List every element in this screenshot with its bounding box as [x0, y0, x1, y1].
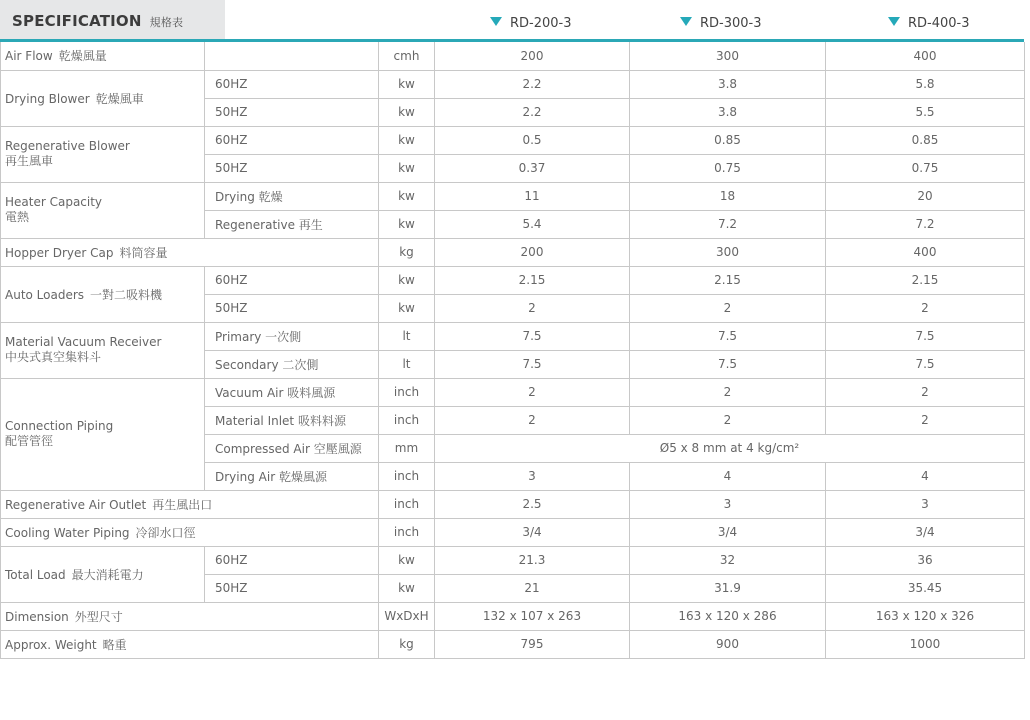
value-cell: 7.5: [435, 322, 630, 350]
unit-cell: inch: [379, 490, 435, 518]
sub-label: Vacuum Air 吸料風源: [205, 378, 379, 406]
row-cooling: [1, 518, 1025, 546]
value-cell: 163 x 120 x 326: [826, 602, 1025, 630]
vacuum-receiver-label: Material Vacuum Receiver 中央式真空集料斗: [1, 322, 205, 378]
value-cell: 21: [435, 574, 630, 602]
total-load-label: Total Load 最大消耗電力: [1, 546, 205, 602]
value-cell: 5.4: [435, 210, 630, 238]
merged-value-cell: Ø5 x 8 mm at 4 kg/cm²: [435, 434, 1025, 462]
value-cell: 200: [435, 42, 630, 70]
model-header-1: RD-200-3: [490, 16, 572, 31]
regen-outlet-label: Regenerative Air Outlet 再生風出口: [1, 490, 379, 518]
value-cell: 35.45: [826, 574, 1025, 602]
row-hopper: [1, 238, 1025, 266]
sub-label: 50HZ: [205, 574, 379, 602]
row-regen-blower-60: [1, 126, 1025, 154]
value-cell: 5.8: [826, 70, 1025, 98]
value-cell: 2: [435, 294, 630, 322]
value-cell: 3: [630, 490, 826, 518]
value-cell: 2: [435, 406, 630, 434]
value-cell: 0.85: [826, 126, 1025, 154]
unit-cell: kw: [379, 182, 435, 210]
unit-cell: kw: [379, 126, 435, 154]
value-cell: 0.75: [630, 154, 826, 182]
unit-cell: kw: [379, 98, 435, 126]
connection-piping-label: Connection Piping 配管管徑: [1, 378, 205, 490]
auto-loaders-label: Auto Loaders 一對二吸料機: [1, 266, 205, 322]
unit-cell: WxDxH: [379, 602, 435, 630]
sub-label: 60HZ: [205, 546, 379, 574]
value-cell: 132 x 107 x 263: [435, 602, 630, 630]
value-cell: 7.2: [826, 210, 1025, 238]
row-drying-blower-60: [1, 70, 1025, 98]
hopper-label: Hopper Dryer Cap 料筒容量: [1, 238, 379, 266]
value-cell: 2: [435, 378, 630, 406]
unit-cell: inch: [379, 462, 435, 490]
value-cell: 400: [826, 238, 1025, 266]
value-cell: 32: [630, 546, 826, 574]
row-auto-loaders-60: [1, 266, 1025, 294]
value-cell: 300: [630, 238, 826, 266]
row-piping-vacuum-air: [1, 378, 1025, 406]
cooling-label: Cooling Water Piping 冷卻水口徑: [1, 518, 379, 546]
row-air-flow: [1, 42, 1025, 70]
value-cell: 1000: [826, 630, 1025, 658]
value-cell: 21.3: [435, 546, 630, 574]
value-cell: 900: [630, 630, 826, 658]
weight-label: Approx. Weight 略重: [1, 630, 379, 658]
sub-label: Material Inlet 吸料料源: [205, 406, 379, 434]
sub-label: 50HZ: [205, 98, 379, 126]
value-cell: 795: [435, 630, 630, 658]
value-cell: 2: [826, 378, 1025, 406]
row-total-load-60: [1, 546, 1025, 574]
value-cell: 2.15: [630, 266, 826, 294]
sub-label: 60HZ: [205, 126, 379, 154]
model-header-2: RD-300-3: [680, 16, 762, 31]
value-cell: 2.15: [435, 266, 630, 294]
heater-label: Heater Capacity 電熱: [1, 182, 205, 238]
unit-cell: cmh: [379, 42, 435, 70]
value-cell: 3: [826, 490, 1025, 518]
air-flow-label: Air Flow 乾燥風量: [1, 42, 205, 70]
unit-cell: kw: [379, 546, 435, 574]
value-cell: 7.5: [630, 322, 826, 350]
value-cell: 7.2: [630, 210, 826, 238]
value-cell: 0.5: [435, 126, 630, 154]
row-weight: [1, 630, 1025, 658]
value-cell: 7.5: [826, 322, 1025, 350]
value-cell: 200: [435, 238, 630, 266]
unit-cell: mm: [379, 434, 435, 462]
value-cell: 7.5: [826, 350, 1025, 378]
unit-cell: kw: [379, 574, 435, 602]
value-cell: 2: [826, 406, 1025, 434]
value-cell: 3: [435, 462, 630, 490]
unit-cell: lt: [379, 322, 435, 350]
value-cell: 4: [826, 462, 1025, 490]
unit-cell: inch: [379, 406, 435, 434]
regen-blower-label: Regenerative Blower 再生風車: [1, 126, 205, 182]
sub-label: Secondary 二次側: [205, 350, 379, 378]
value-cell: 2.2: [435, 70, 630, 98]
spec-title-tab: [0, 0, 225, 40]
value-cell: 3/4: [826, 518, 1025, 546]
unit-cell: kg: [379, 630, 435, 658]
unit-cell: inch: [379, 518, 435, 546]
spec-header: [0, 0, 1030, 40]
spec-title-zh: 規格表: [149, 16, 184, 29]
value-cell: 2.15: [826, 266, 1025, 294]
value-cell: 0.85: [630, 126, 826, 154]
value-cell: 3/4: [435, 518, 630, 546]
row-heater-drying: [1, 182, 1025, 210]
unit-cell: inch: [379, 378, 435, 406]
value-cell: 7.5: [630, 350, 826, 378]
value-cell: 4: [630, 462, 826, 490]
value-cell: 0.75: [826, 154, 1025, 182]
unit-cell: kw: [379, 266, 435, 294]
unit-cell: kw: [379, 294, 435, 322]
triangle-down-icon: [680, 17, 692, 26]
triangle-down-icon: [888, 17, 900, 26]
value-cell: 2: [630, 294, 826, 322]
sub-label: 50HZ: [205, 154, 379, 182]
value-cell: 11: [435, 182, 630, 210]
sub-label: Drying Air 乾燥風源: [205, 462, 379, 490]
sub-label: Compressed Air 空壓風源: [205, 434, 379, 462]
dimension-label: Dimension 外型尺寸: [1, 602, 379, 630]
sub-label: 60HZ: [205, 70, 379, 98]
sub-label: Drying 乾燥: [205, 182, 379, 210]
unit-cell: kw: [379, 154, 435, 182]
value-cell: 2.5: [435, 490, 630, 518]
value-cell: 0.37: [435, 154, 630, 182]
value-cell: 7.5: [435, 350, 630, 378]
spec-title: SPECIFICATION 規格表: [12, 12, 184, 30]
value-cell: 2: [630, 378, 826, 406]
value-cell: 3/4: [630, 518, 826, 546]
value-cell: 18: [630, 182, 826, 210]
triangle-down-icon: [490, 17, 502, 26]
sub-label: 60HZ: [205, 266, 379, 294]
value-cell: 20: [826, 182, 1025, 210]
value-cell: 2: [826, 294, 1025, 322]
unit-cell: kg: [379, 238, 435, 266]
value-cell: 2.2: [435, 98, 630, 126]
row-vacuum-primary: [1, 322, 1025, 350]
value-cell: 3.8: [630, 70, 826, 98]
sub-label: 50HZ: [205, 294, 379, 322]
drying-blower-label: Drying Blower 乾燥風車: [1, 70, 205, 126]
value-cell: 5.5: [826, 98, 1025, 126]
value-cell: 300: [630, 42, 826, 70]
row-regen-outlet: [1, 490, 1025, 518]
spec-table: [0, 42, 1025, 659]
value-cell: 400: [826, 42, 1025, 70]
row-dimension: [1, 602, 1025, 630]
empty-cell: [205, 42, 379, 70]
value-cell: 31.9: [630, 574, 826, 602]
model-header-3: RD-400-3: [888, 16, 970, 31]
sub-label: Primary 一次側: [205, 322, 379, 350]
value-cell: 2: [630, 406, 826, 434]
value-cell: 163 x 120 x 286: [630, 602, 826, 630]
sub-label: Regenerative 再生: [205, 210, 379, 238]
value-cell: 36: [826, 546, 1025, 574]
unit-cell: kw: [379, 70, 435, 98]
unit-cell: lt: [379, 350, 435, 378]
unit-cell: kw: [379, 210, 435, 238]
value-cell: 3.8: [630, 98, 826, 126]
